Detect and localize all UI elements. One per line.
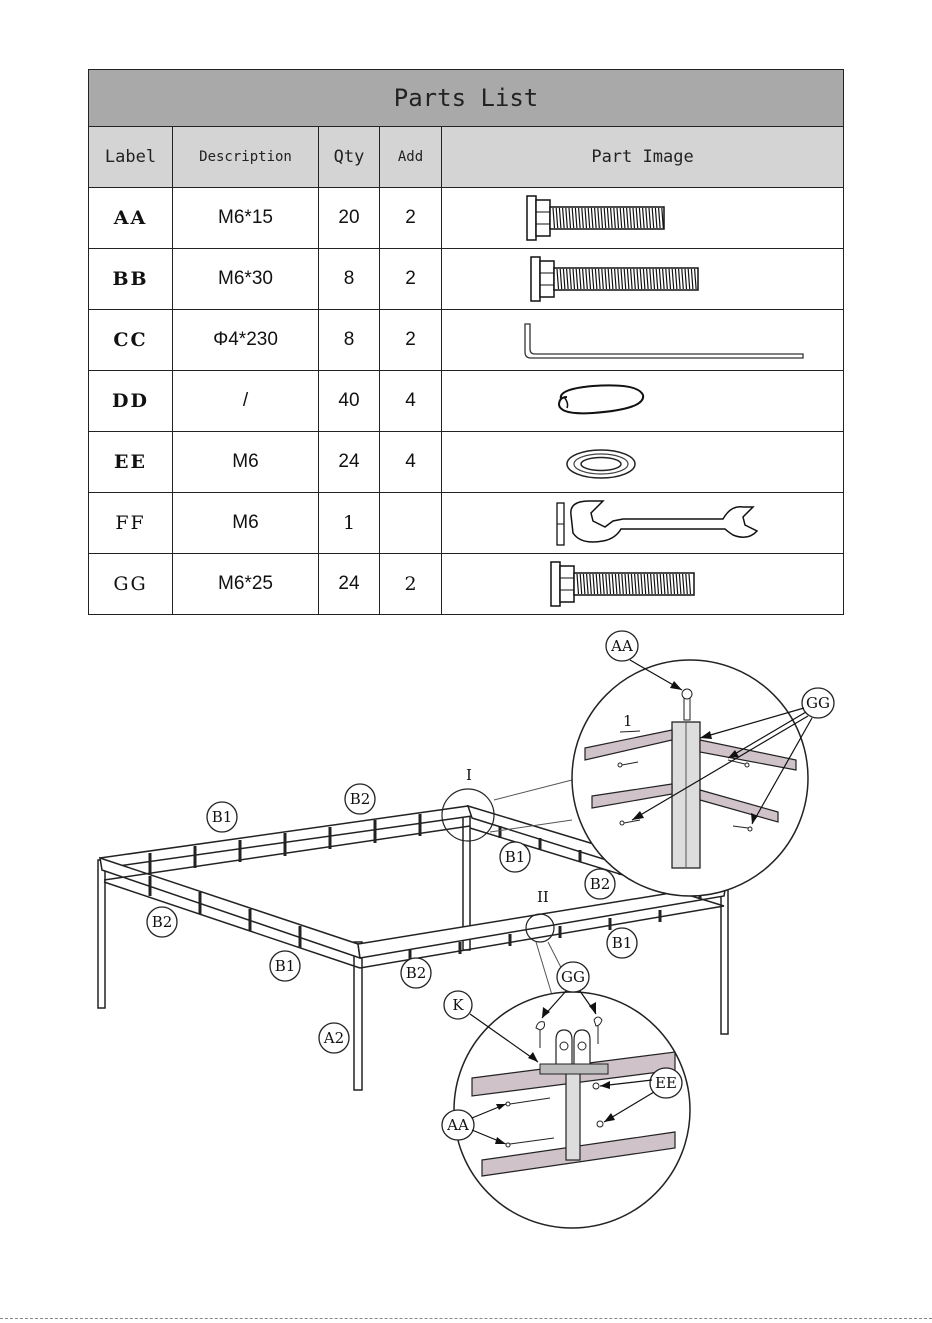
header-part-image: Part Image bbox=[442, 127, 844, 188]
part-description: / bbox=[173, 371, 319, 432]
table-row bbox=[89, 493, 844, 554]
part-label: GG bbox=[89, 554, 173, 615]
part-label: EE bbox=[89, 432, 173, 493]
assembly-diagram bbox=[0, 620, 932, 1260]
table-row bbox=[89, 188, 844, 249]
part-image bbox=[442, 371, 844, 432]
callout-b2-back: B2 bbox=[349, 790, 371, 808]
callout-aa-top: AA bbox=[611, 637, 633, 655]
callout-ee: EE bbox=[655, 1074, 677, 1092]
hex-bolt-short-icon bbox=[443, 190, 843, 246]
detail-mark-one: I bbox=[466, 766, 472, 784]
part-description: M6*30 bbox=[173, 249, 319, 310]
part-description: M6 bbox=[173, 432, 319, 493]
callout-k: K bbox=[452, 996, 464, 1014]
part-qty: 40 bbox=[319, 371, 380, 432]
header-add: Add bbox=[380, 127, 442, 188]
callout-gg-top: GG bbox=[806, 694, 830, 712]
part-qty: 1 bbox=[319, 493, 380, 554]
hex-bolt-long-icon bbox=[443, 251, 843, 307]
callout-b2-front: B2 bbox=[405, 964, 427, 982]
part-qty: 20 bbox=[319, 188, 380, 249]
detail-view-top bbox=[572, 660, 808, 896]
part-qty: 8 bbox=[319, 249, 380, 310]
part-image bbox=[442, 310, 844, 371]
callout-a2: A2 bbox=[323, 1029, 345, 1047]
part-qty: 24 bbox=[319, 554, 380, 615]
part-image bbox=[442, 249, 844, 310]
part-image bbox=[442, 432, 844, 493]
table-row bbox=[89, 432, 844, 493]
header-qty: Qty bbox=[319, 127, 380, 188]
part-qty: 8 bbox=[319, 310, 380, 371]
table-row bbox=[89, 371, 844, 432]
part-qty: 24 bbox=[319, 432, 380, 493]
table-row bbox=[89, 249, 844, 310]
detail-mark-detail: 1 bbox=[623, 712, 633, 730]
spring-clip-icon bbox=[443, 373, 843, 429]
part-label: BB bbox=[89, 249, 173, 310]
leg-right bbox=[721, 886, 728, 1034]
callout-b1-front-right: B1 bbox=[611, 934, 633, 952]
header-description: Description bbox=[173, 127, 319, 188]
hex-key-icon bbox=[443, 312, 843, 368]
beam-left bbox=[100, 858, 360, 958]
page-bottom-edge bbox=[0, 1318, 932, 1321]
callout-b1-right: B1 bbox=[504, 848, 526, 866]
callout-aa-bottom: AA bbox=[447, 1116, 469, 1134]
part-add: 2 bbox=[380, 249, 442, 310]
part-add: 4 bbox=[380, 371, 442, 432]
part-add: 2 bbox=[380, 188, 442, 249]
hex-bolt-medium-icon bbox=[443, 556, 843, 612]
part-image bbox=[442, 188, 844, 249]
parts-list-title: Parts List bbox=[89, 70, 844, 127]
part-label: FF bbox=[89, 493, 173, 554]
callout-b1-front: B1 bbox=[274, 957, 296, 975]
leg-front bbox=[354, 942, 362, 1090]
part-label: DD bbox=[89, 371, 173, 432]
part-add: 4 bbox=[380, 432, 442, 493]
part-image bbox=[442, 554, 844, 615]
header-label: Label bbox=[89, 127, 173, 188]
part-description: M6 bbox=[173, 493, 319, 554]
part-image bbox=[442, 493, 844, 554]
callout-b2-right: B2 bbox=[589, 875, 611, 893]
part-add: 2 bbox=[380, 554, 442, 615]
part-description: Φ4*230 bbox=[173, 310, 319, 371]
table-row bbox=[89, 554, 844, 615]
part-description: M6*15 bbox=[173, 188, 319, 249]
part-description: M6*25 bbox=[173, 554, 319, 615]
callout-b1-back: B1 bbox=[211, 808, 233, 826]
callout-gg-bottom: GG bbox=[561, 968, 585, 986]
part-add bbox=[380, 493, 442, 554]
washer-icon bbox=[443, 434, 843, 490]
part-label: CC bbox=[89, 310, 173, 371]
part-add: 2 bbox=[380, 310, 442, 371]
parts-table bbox=[88, 69, 844, 615]
part-label: AA bbox=[89, 188, 173, 249]
callout-b2-left: B2 bbox=[151, 913, 173, 931]
wrench-icon bbox=[443, 495, 843, 551]
detail-mark-two: II bbox=[537, 888, 549, 906]
table-row bbox=[89, 310, 844, 371]
